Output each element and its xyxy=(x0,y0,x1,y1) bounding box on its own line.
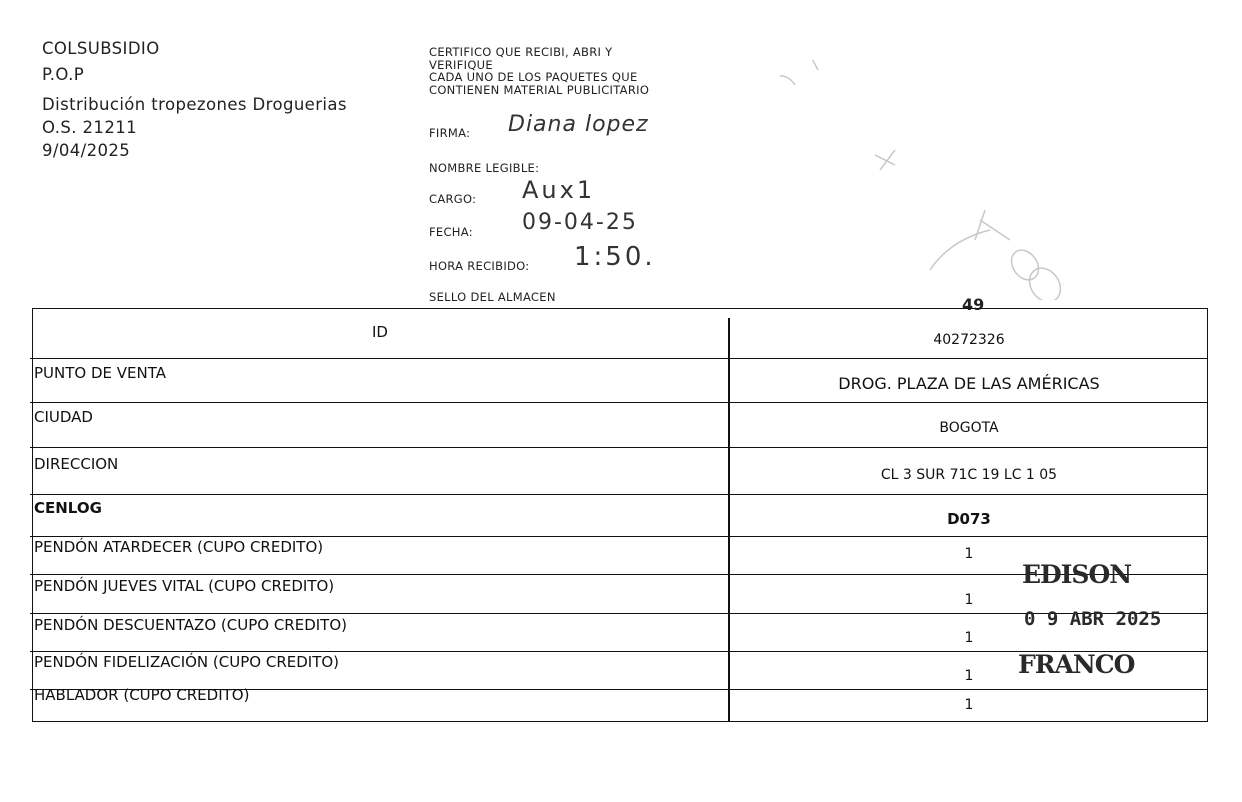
certificate-line-1: CERTIFICO QUE RECIBI, ABRI Y xyxy=(429,45,613,59)
row-value-pendon-atardecer: 1 xyxy=(964,546,974,562)
row-label-pendon-jueves-vital: PENDÓN JUEVES VITAL (CUPO CREDITO) xyxy=(34,577,335,595)
row-label-id: ID xyxy=(372,323,388,341)
row-label-pendon-fidelizacion: PENDÓN FIDELIZACIÓN (CUPO CREDITO) xyxy=(34,653,340,671)
document-date: 9/04/2025 xyxy=(42,141,131,160)
fecha-label: FECHA: xyxy=(429,225,473,239)
table-row xyxy=(30,359,1208,403)
row-value-hablador: 1 xyxy=(964,697,974,713)
row-value-pendon-jueves-vital: 1 xyxy=(964,592,974,608)
stamp-date: 0 9 ABR 2025 xyxy=(1024,608,1162,630)
row-value-direccion: CL 3 SUR 71C 19 LC 1 05 xyxy=(880,467,1058,483)
faint-stamp-mark xyxy=(780,60,1100,300)
distribution-description: Distribución tropezones Droguerias xyxy=(42,95,347,114)
row-label-hablador: HABLADOR (CUPO CREDITO) xyxy=(34,686,250,704)
table-row xyxy=(30,448,1208,495)
order-number: O.S. 21211 xyxy=(42,118,138,137)
sello-almacen-label: SELLO DEL ALMACEN xyxy=(429,290,556,304)
pop-label: P.O.P xyxy=(42,65,85,84)
nombre-legible-label: NOMBRE LEGIBLE: xyxy=(429,161,540,175)
certificate-line-2: VERIFIQUE xyxy=(429,57,493,72)
row-label-pendon-atardecer: PENDÓN ATARDECER (CUPO CREDITO) xyxy=(34,538,324,556)
hora-value: 1:50. xyxy=(574,242,656,272)
row-value-cenlog: D073 xyxy=(947,510,991,528)
table-row xyxy=(30,686,1208,720)
fecha-value: 09-04-25 xyxy=(522,210,638,235)
stamp-name: EDISON xyxy=(1022,560,1132,589)
page-number: 49 xyxy=(962,295,985,314)
row-label-pendon-descuentazo: PENDÓN DESCUENTAZO (CUPO CREDITO) xyxy=(34,616,347,634)
certificate-line-4: CONTIENEN MATERIAL PUBLICITARIO xyxy=(429,82,650,97)
row-value-pendon-fidelizacion: 1 xyxy=(964,668,974,684)
cargo-value: Aux1 xyxy=(522,176,596,204)
cargo-label: CARGO: xyxy=(429,192,477,206)
row-label-direccion: DIRECCION xyxy=(34,455,119,473)
header-block xyxy=(42,36,347,164)
hora-recibido-label: HORA RECIBIDO: xyxy=(429,259,530,273)
row-label-punto-de-venta: PUNTO DE VENTA xyxy=(34,364,166,382)
row-label-ciudad: CIUDAD xyxy=(34,408,93,426)
row-value-pendon-descuentazo: 1 xyxy=(964,630,974,646)
row-value-id: 40272326 xyxy=(933,332,1005,348)
firma-label: FIRMA: xyxy=(429,126,471,140)
row-value-ciudad: BOGOTA xyxy=(939,420,999,436)
row-label-cenlog: CENLOG xyxy=(34,499,102,517)
stamp-surname: FRANCO xyxy=(1018,650,1135,679)
certificate-line-3: CADA UNO DE LOS PAQUETES QUE xyxy=(429,70,638,84)
firma-signature: Diana lopez xyxy=(508,112,649,137)
table-row xyxy=(30,318,1208,359)
company-name: COLSUBSIDIO xyxy=(42,39,160,58)
table-row xyxy=(30,495,1208,537)
row-value-punto-de-venta: DROG. PLAZA DE LAS AMÉRICAS xyxy=(838,374,1100,393)
table-row xyxy=(30,403,1208,448)
